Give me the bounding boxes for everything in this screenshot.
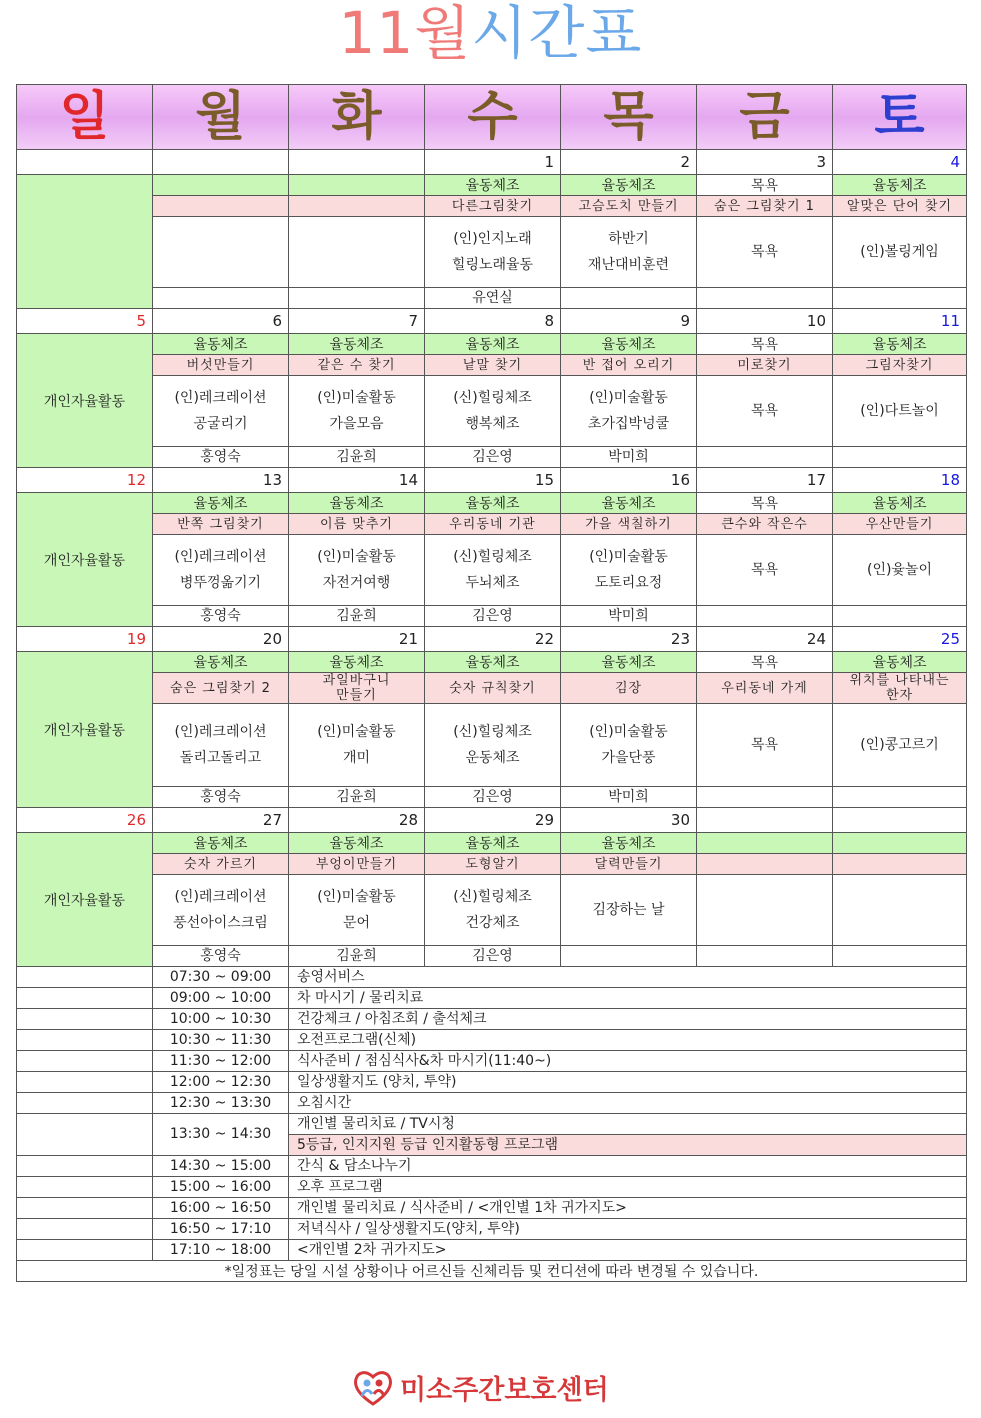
left-activity-cell: 개인자율활동 [17,833,153,967]
schedule-spacer [17,1072,153,1093]
exercise-cell: 율동체조 [289,493,425,514]
schedule-spacer [17,1114,153,1156]
activity-cell: 가을 색칠하기 [561,514,697,535]
schedule-spacer [17,1156,153,1177]
schedule-row [17,1009,967,1030]
schedule-time: 13:30 ~ 14:30 [153,1114,289,1156]
activity-row [17,514,967,535]
schedule-time: 17:10 ~ 18:00 [153,1240,289,1261]
staff-cell: 김윤희 [289,606,425,627]
date-cell: 17 [697,468,833,493]
schedule-spacer [17,1093,153,1114]
program-cell: (인)레크레이션 돌리고돌리고 [153,704,289,787]
schedule-spacer [17,1198,153,1219]
schedule-row [17,1072,967,1093]
date-cell: 16 [561,468,697,493]
exercise-cell [289,175,425,196]
schedule-time: 15:00 ~ 16:00 [153,1177,289,1198]
date-row [17,468,967,493]
date-cell: 29 [425,808,561,833]
exercise-cell: 율동체조 [289,334,425,355]
staff-cell [833,787,967,808]
activity-cell: 김장 [561,673,697,704]
schedule-spacer [17,1177,153,1198]
date-cell: 10 [697,309,833,334]
weekday-mon: 월 [153,85,289,150]
schedule-row [17,1198,967,1219]
schedule-time: 16:00 ~ 16:50 [153,1198,289,1219]
schedule-text-sub: 5등급, 인지지원 등급 인지활동형 프로그램 [289,1135,967,1156]
exercise-cell: 율동체조 [561,334,697,355]
exercise-cell: 율동체조 [833,175,967,196]
exercise-cell [697,833,833,854]
exercise-cell: 율동체조 [833,334,967,355]
staff-cell [833,606,967,627]
date-cell: 28 [289,808,425,833]
staff-row [17,787,967,808]
weekday-fri: 금 [697,85,833,150]
date-cell: 30 [561,808,697,833]
schedule-row [17,1219,967,1240]
activity-cell [153,196,289,217]
staff-cell [697,606,833,627]
calendar-table [16,84,967,1282]
schedule-time: 12:00 ~ 12:30 [153,1072,289,1093]
date-cell: 18 [833,468,967,493]
exercise-cell: 율동체조 [833,652,967,673]
date-cell: 1 [425,150,561,175]
date-cell: 22 [425,627,561,652]
staff-row [17,606,967,627]
activity-cell: 우리동네 가게 [697,673,833,704]
exercise-cell: 율동체조 [153,833,289,854]
exercise-cell: 목욕 [697,493,833,514]
activity-cell [697,854,833,875]
program-cell [697,875,833,946]
activity-cell: 숨은 그림찾기 2 [153,673,289,704]
activity-cell: 버섯만들기 [153,355,289,376]
weekday-thu: 목 [561,85,697,150]
exercise-cell [833,833,967,854]
staff-cell: 홍영숙 [153,787,289,808]
date-cell: 5 [17,309,153,334]
schedule-row [17,1240,967,1261]
program-row [17,875,967,946]
staff-cell: 김윤희 [289,946,425,967]
schedule-text: 개인별 물리치료 / TV시청 [289,1114,967,1135]
program-cell: (신)힐링체조 행복체조 [425,376,561,447]
schedule-time: 11:30 ~ 12:00 [153,1051,289,1072]
date-cell: 14 [289,468,425,493]
schedule-spacer [17,1240,153,1261]
exercise-cell: 율동체조 [425,175,561,196]
program-cell: 목욕 [697,535,833,606]
exercise-row [17,652,967,673]
activity-cell: 숫자 규칙찾기 [425,673,561,704]
program-cell: (인)볼링게임 [833,217,967,288]
exercise-cell: 목욕 [697,652,833,673]
activity-cell: 반 접어 오리기 [561,355,697,376]
exercise-row [17,175,967,196]
schedule-note: *일정표는 당일 시설 상황이나 어르신들 신체리듬 및 컨디션에 따라 변경될 수 있습니다. [17,1261,967,1282]
program-cell: 김장하는 날 [561,875,697,946]
schedule-text: 식사준비 / 점심식사&차 마시기(11:40~) [289,1051,967,1072]
schedule-time: 09:00 ~ 10:00 [153,988,289,1009]
activity-cell: 달력만들기 [561,854,697,875]
weekday-header-row [17,85,967,150]
program-cell: 목욕 [697,376,833,447]
program-cell: (인)레크레이션 병뚜껑옮기기 [153,535,289,606]
date-cell [289,150,425,175]
schedule-text: 일상생활지도 (양치, 투약) [289,1072,967,1093]
date-row [17,309,967,334]
left-activity-cell: 개인자율활동 [17,334,153,468]
schedule-row [17,1093,967,1114]
program-cell [153,217,289,288]
date-cell: 21 [289,627,425,652]
schedule-text: 건강체크 / 아침조회 / 출석체크 [289,1009,967,1030]
schedule-text: 개인별 물리치료 / 식사준비 / <개인별 1차 귀가지도> [289,1198,967,1219]
staff-cell: 김은영 [425,787,561,808]
exercise-cell: 율동체조 [561,493,697,514]
program-cell: (인)인지노래 힐링노래율동 [425,217,561,288]
date-cell: 27 [153,808,289,833]
date-cell: 12 [17,468,153,493]
staff-cell [697,787,833,808]
exercise-cell: 목욕 [697,175,833,196]
date-cell: 8 [425,309,561,334]
staff-cell: 김윤희 [289,787,425,808]
staff-cell [561,288,697,309]
staff-cell: 유연실 [425,288,561,309]
activity-cell: 알맞은 단어 찾기 [833,196,967,217]
staff-cell: 김은영 [425,606,561,627]
exercise-cell: 율동체조 [561,652,697,673]
activity-cell: 과일바구니 만들기 [289,673,425,704]
exercise-cell: 율동체조 [561,833,697,854]
logo-text: 미소주간보호센터 [400,1375,609,1406]
date-cell [153,150,289,175]
staff-cell [833,288,967,309]
activity-cell: 그림자찾기 [833,355,967,376]
staff-cell: 박미희 [561,447,697,468]
activity-row [17,196,967,217]
schedule-time: 12:30 ~ 13:30 [153,1093,289,1114]
staff-cell: 박미희 [561,787,697,808]
staff-cell: 홍영숙 [153,606,289,627]
date-cell: 19 [17,627,153,652]
date-cell [697,808,833,833]
program-cell: 목욕 [697,704,833,787]
exercise-row [17,334,967,355]
activity-cell: 우산만들기 [833,514,967,535]
note-row [17,1261,967,1282]
left-activity-cell: 개인자율활동 [17,652,153,808]
schedule-time: 10:00 ~ 10:30 [153,1009,289,1030]
staff-cell [833,447,967,468]
staff-cell: 박미희 [561,606,697,627]
staff-cell: 김윤희 [289,447,425,468]
schedule-time: 16:50 ~ 17:10 [153,1219,289,1240]
activity-cell: 고슴도치 만들기 [561,196,697,217]
exercise-cell: 율동체조 [561,175,697,196]
date-cell: 11 [833,309,967,334]
exercise-cell: 율동체조 [153,334,289,355]
staff-row [17,288,967,309]
schedule-text: 저녁식사 / 일상생활지도(양치, 투약) [289,1219,967,1240]
staff-row [17,946,967,967]
date-cell: 25 [833,627,967,652]
schedule-text: 송영서비스 [289,967,967,988]
date-cell: 23 [561,627,697,652]
exercise-cell: 율동체조 [425,833,561,854]
title-text: 시간표 [471,0,643,67]
date-cell: 7 [289,309,425,334]
program-cell: (인)다트놀이 [833,376,967,447]
program-cell: (인)미술활동 초가집박넝쿨 [561,376,697,447]
program-cell: (신)힐링체조 건강체조 [425,875,561,946]
schedule-row [17,988,967,1009]
program-cell [833,875,967,946]
schedule-text: 오전프로그램(신체) [289,1030,967,1051]
program-cell: (인)미술활동 도토리요정 [561,535,697,606]
title-month: 11월 [338,0,472,67]
schedule-row [17,967,967,988]
staff-cell [697,946,833,967]
activity-row [17,673,967,704]
program-cell: 목욕 [697,217,833,288]
activity-cell: 미로찾기 [697,355,833,376]
schedule-time: 07:30 ~ 09:00 [153,967,289,988]
program-cell: (인)미술활동 가을단풍 [561,704,697,787]
staff-row [17,447,967,468]
activity-cell: 반쪽 그림찾기 [153,514,289,535]
schedule-row [17,1156,967,1177]
activity-row [17,854,967,875]
staff-cell: 홍영숙 [153,946,289,967]
date-cell: 15 [425,468,561,493]
exercise-cell: 율동체조 [153,493,289,514]
schedule-text: 차 마시기 / 물리치료 [289,988,967,1009]
program-cell: (인)콩고르기 [833,704,967,787]
date-row [17,150,967,175]
schedule-spacer [17,967,153,988]
program-cell: (인)윷놀이 [833,535,967,606]
schedule-text: 간식 & 담소나누기 [289,1156,967,1177]
activity-cell: 숫자 가르기 [153,854,289,875]
schedule-time: 10:30 ~ 11:30 [153,1030,289,1051]
exercise-cell: 율동체조 [289,652,425,673]
exercise-cell: 율동체조 [425,493,561,514]
date-cell: 13 [153,468,289,493]
activity-row [17,355,967,376]
weekday-tue: 화 [289,85,425,150]
activity-cell: 도형알기 [425,854,561,875]
schedule-text: 오침시간 [289,1093,967,1114]
date-cell [17,150,153,175]
program-cell [289,217,425,288]
date-cell: 3 [697,150,833,175]
schedule-spacer [17,1030,153,1051]
program-cell: (인)미술활동 자전거여행 [289,535,425,606]
schedule-row [17,1114,967,1135]
date-cell: 9 [561,309,697,334]
program-cell: (인)미술활동 가을모음 [289,376,425,447]
program-cell: 하반기 재난대비훈련 [561,217,697,288]
program-cell: (신)힐링체조 운동체조 [425,704,561,787]
date-cell: 6 [153,309,289,334]
program-cell: (신)힐링체조 두뇌체조 [425,535,561,606]
program-row [17,217,967,288]
schedule-spacer [17,988,153,1009]
schedule-spacer [17,1219,153,1240]
date-cell: 24 [697,627,833,652]
exercise-cell: 목욕 [697,334,833,355]
page-title [0,0,981,66]
activity-cell: 낱말 찾기 [425,355,561,376]
left-activity-cell [17,175,153,309]
program-cell: (인)미술활동 개미 [289,704,425,787]
schedule-row [17,1177,967,1198]
activity-cell: 숨은 그림찾기 1 [697,196,833,217]
staff-cell [153,288,289,309]
activity-cell: 부엉이만들기 [289,854,425,875]
exercise-cell [153,175,289,196]
date-cell: 4 [833,150,967,175]
activity-cell: 다른그림찾기 [425,196,561,217]
exercise-row [17,833,967,854]
activity-cell [833,854,967,875]
schedule-row [17,1030,967,1051]
weekday-wed: 수 [425,85,561,150]
program-cell: (인)레크레이션 공굴리기 [153,376,289,447]
staff-cell [697,447,833,468]
staff-cell: 홍영숙 [153,447,289,468]
exercise-row [17,493,967,514]
schedule-spacer [17,1009,153,1030]
exercise-cell: 율동체조 [289,833,425,854]
weekday-sun: 일 [17,85,153,150]
staff-cell: 김은영 [425,447,561,468]
exercise-cell: 율동체조 [425,652,561,673]
program-row [17,704,967,787]
program-row [17,535,967,606]
date-cell: 20 [153,627,289,652]
staff-cell [833,946,967,967]
date-row [17,808,967,833]
schedule-text: 오후 프로그램 [289,1177,967,1198]
staff-cell [561,946,697,967]
left-activity-cell: 개인자율활동 [17,493,153,627]
date-cell: 26 [17,808,153,833]
program-cell: (인)미술활동 문어 [289,875,425,946]
schedule-spacer [17,1051,153,1072]
center-logo [350,1364,650,1410]
staff-cell: 김은영 [425,946,561,967]
activity-cell: 같은 수 찾기 [289,355,425,376]
program-row [17,376,967,447]
schedule-row [17,1051,967,1072]
activity-cell: 우리동네 기관 [425,514,561,535]
schedule-text: <개인별 2차 귀가지도> [289,1240,967,1261]
staff-cell [289,288,425,309]
staff-cell [697,288,833,309]
activity-cell [289,196,425,217]
activity-cell: 이름 맞추기 [289,514,425,535]
exercise-cell: 율동체조 [153,652,289,673]
schedule-time: 14:30 ~ 15:00 [153,1156,289,1177]
date-cell: 2 [561,150,697,175]
weekday-sat: 토 [833,85,967,150]
date-row [17,627,967,652]
date-cell [833,808,967,833]
exercise-cell: 율동체조 [833,493,967,514]
activity-cell: 위치를 나타내는 한자 [833,673,967,704]
exercise-cell: 율동체조 [425,334,561,355]
heart-people-icon [350,1364,396,1410]
activity-cell: 큰수와 작은수 [697,514,833,535]
program-cell: (인)레크레이션 풍선아이스크림 [153,875,289,946]
